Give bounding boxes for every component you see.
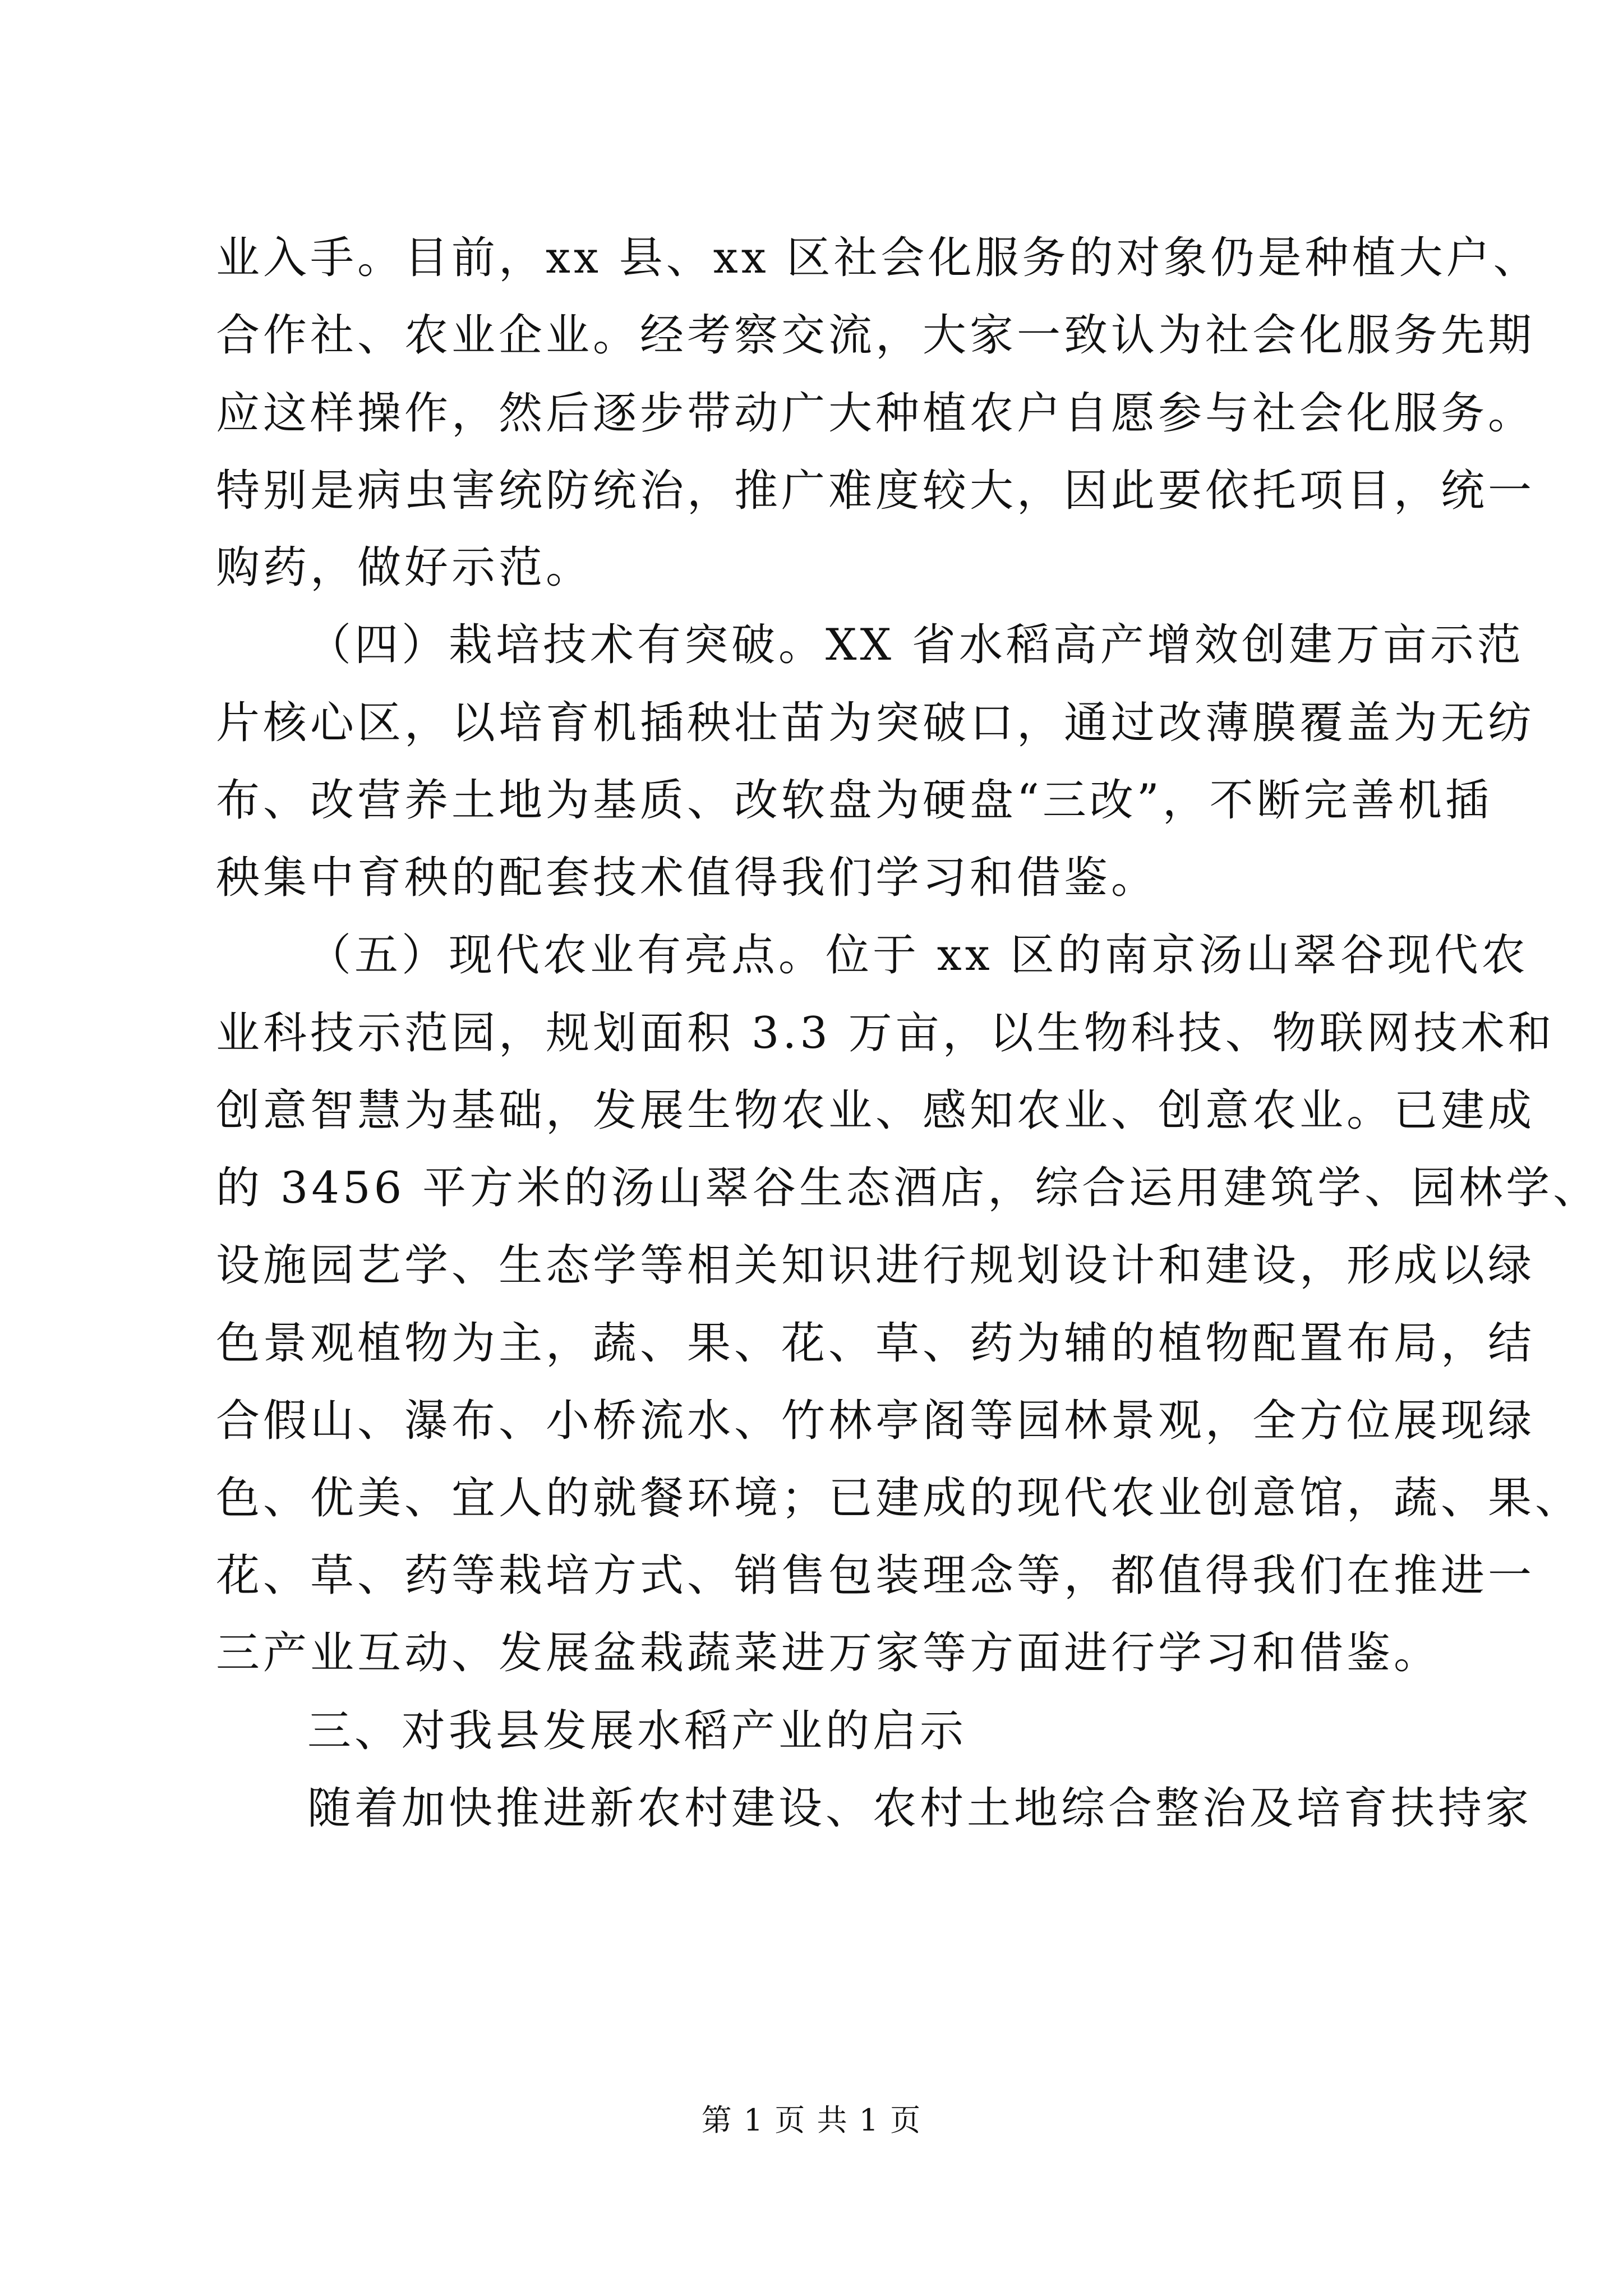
text-line: 布、改营养土地为基质、改软盘为硬盘“三改”，不断完善机插: [216, 775, 1492, 826]
text-line: 三产业互动、发展盆栽蔬菜进万家等方面进行学习和借鉴。: [216, 1628, 1441, 1678]
text-line: 色、优美、宜人的就餐环境；已建成的现代农业创意馆，蔬、果、: [216, 1473, 1583, 1524]
text-line: 业科技示范园，规划面积 3.3 万亩，以生物科技、物联网技术和: [216, 1008, 1555, 1059]
text-line: 秧集中育秧的配套技术值得我们学习和借鉴。: [216, 853, 1159, 903]
text-line: 花、草、药等栽培方式、销售包装理念等，都值得我们在推进一: [216, 1550, 1536, 1601]
text-line: 合作社、农业企业。经考察交流，大家一致认为社会化服务先期: [216, 310, 1536, 361]
text-line: 的 3456 平方米的汤山翠谷生态酒店，综合运用建筑学、园林学、: [216, 1163, 1601, 1213]
page-footer: 第 1 页 共 1 页: [701, 2102, 922, 2138]
text-line: 业入手。目前，xx 县、xx 区社会化服务的对象仍是种植大户、: [216, 233, 1541, 283]
section-heading: 三、对我县发展水稻产业的启示: [307, 1706, 967, 1756]
text-line: 创意智慧为基础，发展生物农业、感知农业、创意农业。已建成: [216, 1085, 1536, 1136]
text-line: 应这样操作，然后逐步带动广大种植农户自愿参与社会化服务。: [216, 388, 1536, 439]
text-line: 购药，做好示范。: [216, 542, 593, 593]
text-line: 合假山、瀑布、小桥流水、竹林亭阁等园林景观，全方位展现绿: [216, 1396, 1536, 1446]
text-line: （四）栽培技术有突破。XX 省水稻高产增效创建万亩示范: [307, 620, 1524, 670]
text-line: 特别是病虫害统防统治，推广难度较大，因此要依托项目，统一: [216, 466, 1536, 516]
text-line: 片核心区，以培育机插秧壮苗为突破口，通过改薄膜覆盖为无纺: [216, 698, 1536, 748]
text-line: 色景观植物为主，蔬、果、花、草、药为辅的植物配置布局，结: [216, 1318, 1536, 1369]
text-line: （五）现代农业有亮点。位于 xx 区的南京汤山翠谷现代农: [307, 930, 1529, 981]
text-line: 设施园艺学、生态学等相关知识进行规划设计和建设，形成以绿: [216, 1240, 1536, 1291]
text-line: 随着加快推进新农村建设、农村土地综合整治及培育扶持家: [307, 1783, 1533, 1834]
